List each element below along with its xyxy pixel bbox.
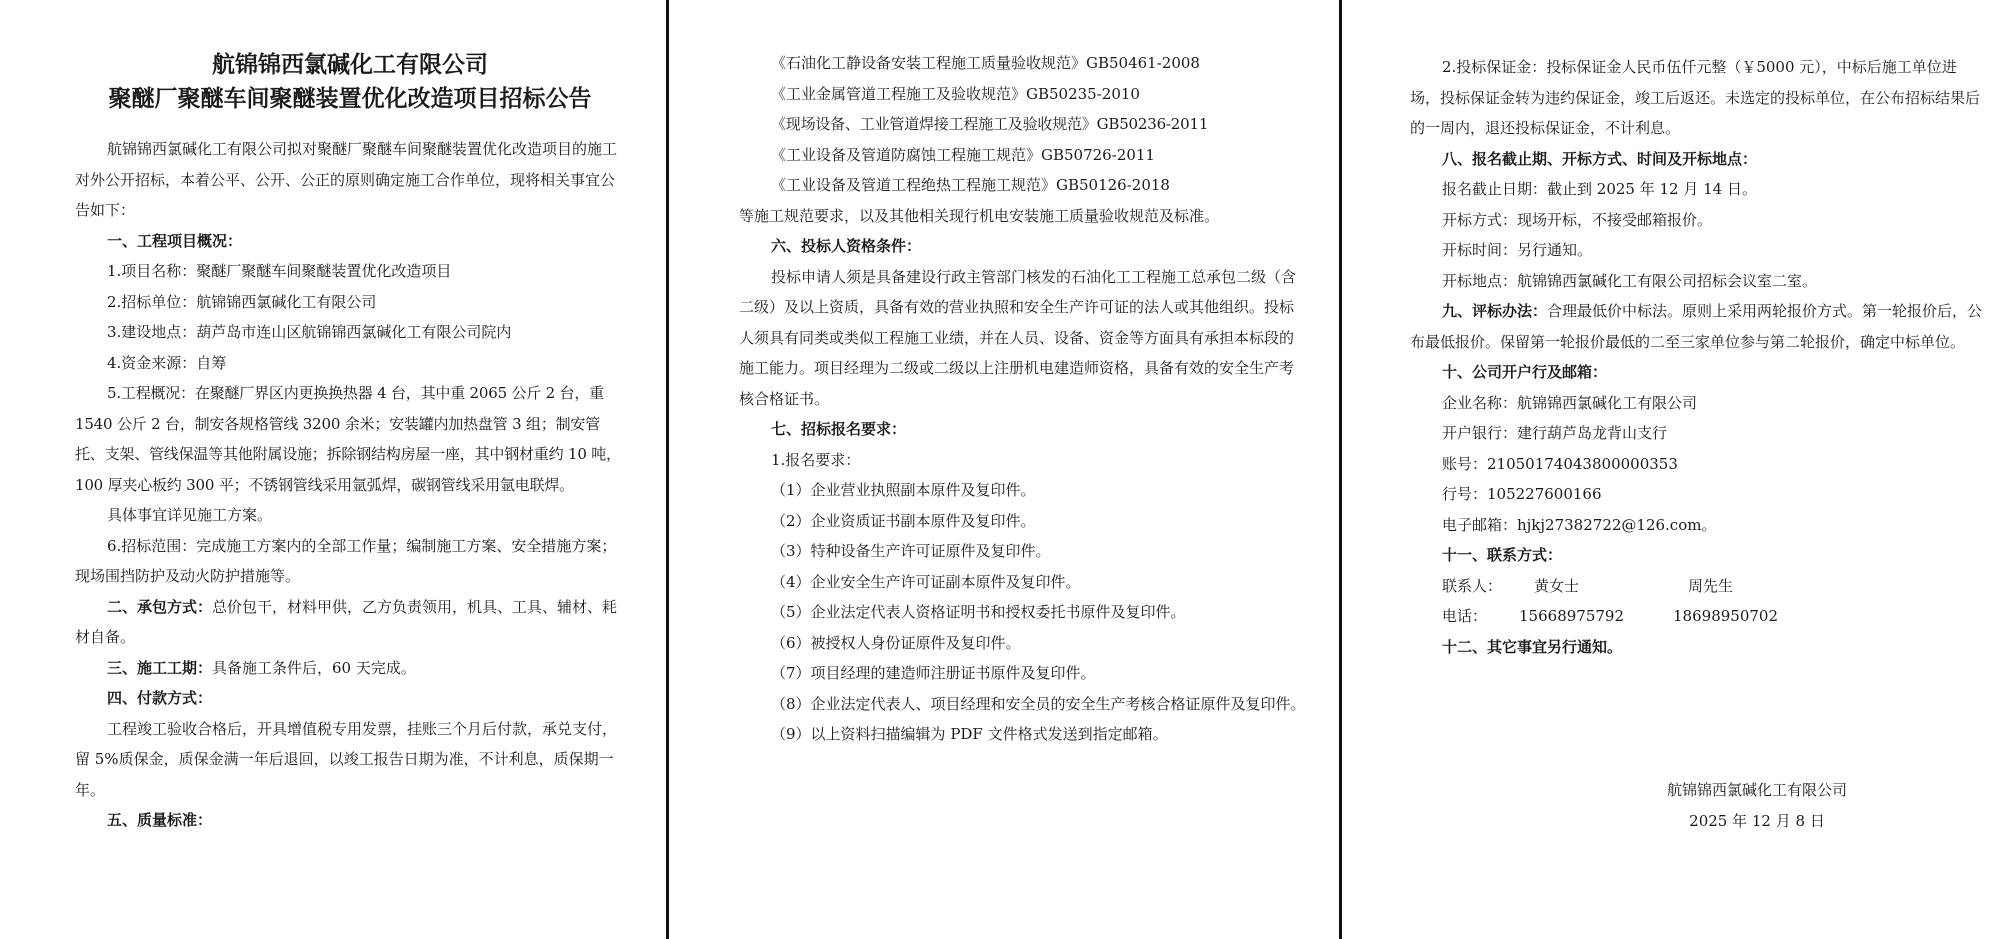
requirement-3: （3）特种设备生产许可证原件及复印件。 <box>771 542 1051 560</box>
registration-deadline: 报名截止日期：截止到 2025 年 12 月 14 日。 <box>1442 180 1757 198</box>
title-line-1: 航锦锦西氯碱化工有限公司 <box>212 51 488 78</box>
signature-date: 2025 年 12 月 8 日 <box>1689 811 1825 830</box>
bid-opening-place: 开标地点：航锦锦西氯碱化工有限公司招标会议室二室。 <box>1442 271 1818 290</box>
section-6-text: 投标申请人须是具备建设行政主管部门核发的石油化工工程施工总承包二级（含二级）及以上资质，具备有效的营业执照和安全生产许可证的法人或其他组织。投标人须具有同类或类似工程施工业绩，并在人员、设备、资金等方面具有承担本标段的施工能力。项目经理为二级或二级以上注册机电建造师资格，具备有效的安全生产考核合格证书。 <box>739 267 1297 408</box>
page-one <box>0 0 665 939</box>
section-4-heading: 四、付款方式： <box>107 689 213 707</box>
contact-people <box>1410 571 1986 602</box>
contact-label: 联系人： <box>1442 576 1503 595</box>
detail-note: 具体事宜详见施工方案。 <box>107 506 273 524</box>
section-3 <box>75 653 625 684</box>
bid-opening-time: 开标时间：另行通知。 <box>1442 241 1593 259</box>
section-11-heading: 十一、联系方式： <box>1442 546 1563 564</box>
section-1-heading: 一、工程项目概况： <box>107 231 243 250</box>
section-4-text: 工程竣工验收合格后，开具增值税专用发票，挂账三个月后付款，承兑支付，留 5%质保金，质保金满一年后退回，以竣工报告日期为准，不计利息，质保期一年。 <box>75 719 618 799</box>
contact-1-name: 黄女士 <box>1534 576 1580 595</box>
project-overview: 5.工程概况：在聚醚厂界区内更换换热器 4 台，其中重 2065 公斤 2 台，重 1540 公斤 2 台，制安各规格管线 3200 余米；安装罐内加热盘管 3 组；制安管托、支架、管线保温等其他附属设施；拆除钢结构房屋一座，其中钢材重约 10 吨，100 厚夹心板约 300 平；不锈钢管线采用氩弧焊，碳钢管线采用氩电联焊。 <box>75 384 621 494</box>
requirement-6: （6）被授权人身份证原件及复印件。 <box>771 633 1021 652</box>
account-number: 账号：21050174043800000353 <box>1442 454 1678 473</box>
section-2-label: 二、承包方式： <box>107 597 213 616</box>
section-12-heading: 十二、其它事宜另行通知。 <box>1442 637 1623 656</box>
construction-site: 3.建设地点：葫芦岛市连山区航锦锦西氯碱化工有限公司院内 <box>107 323 512 341</box>
requirement-1: （1）企业营业执照副本原件及复印件。 <box>771 481 1036 499</box>
standard-4: 《工业设备及管道防腐蚀工程施工规范》GB50726-2011 <box>771 145 1155 164</box>
contact-2-phone: 18698950702 <box>1673 607 1778 625</box>
section-9-label: 九、评标办法： <box>1442 302 1548 320</box>
section-7-sub: 1.报名要求： <box>771 450 861 469</box>
section-8-heading: 八、报名截止期、开标方式、时间及开标地点： <box>1442 149 1758 168</box>
company-name: 企业名称：航锦锦西氯碱化工有限公司 <box>1442 393 1698 412</box>
bid-deposit: 2.投标保证金：投标保证金人民币伍仟元整（￥5000 元），中标后施工单位进场，投标保证金转为违约保证金，竣工后返还。未选定的投标单位，在公布招标结果后的一周内，退还投标保证金，不计利息。 <box>1410 58 1981 137</box>
requirement-7: （7）项目经理的建造师注册证书原件及复印件。 <box>771 664 1096 682</box>
section-9-text: 合理最低价中标法。原则上采用两轮报价方式。第一轮报价后，公布最低报价。保留第一轮报价最低的二至三家单位参与第二轮报价，确定中标单位。 <box>1410 302 1983 351</box>
requirement-4: （4）企业安全生产许可证副本原件及复印件。 <box>771 572 1081 591</box>
section-3-text: 具备施工条件后，60 天完成。 <box>212 658 416 677</box>
fund-source: 4.资金来源：自筹 <box>107 353 227 372</box>
contact-2-name: 周先生 <box>1688 576 1734 595</box>
title-line-2: 聚醚厂聚醚车间聚醚装置优化改造项目招标公告 <box>108 85 592 112</box>
section-2 <box>75 592 625 653</box>
project-name: 1.项目名称：聚醚厂聚醚车间聚醚装置优化改造项目 <box>107 262 452 280</box>
requirement-8: （8）企业法定代表人、项目经理和安全员的安全生产考核合格证原件及复印件。 <box>771 694 1306 713</box>
bid-opening-method: 开标方式：现场开标，不接受邮箱报价。 <box>1442 210 1713 229</box>
contact-phones <box>1410 601 1986 632</box>
tender-unit: 2.招标单位：航锦锦西氯碱化工有限公司 <box>107 292 377 311</box>
standard-3: 《现场设备、工业管道焊接工程施工及验收规范》GB50236-2011 <box>771 115 1209 133</box>
section-9 <box>1410 296 1986 357</box>
phone-label: 电话： <box>1442 607 1488 625</box>
section-7-heading: 七、招标报名要求： <box>771 420 907 438</box>
signature-spacer <box>1410 662 1986 722</box>
email-address[interactable]: 电子邮箱：hjkj27382722@126.com。 <box>1442 515 1717 534</box>
section-3-label: 三、施工工期： <box>107 658 213 677</box>
page-three <box>1342 0 2000 939</box>
document-title <box>75 48 625 116</box>
bank-name: 开户银行：建行葫芦岛龙背山支行 <box>1442 424 1668 442</box>
signature-company: 航锦锦西氯碱化工有限公司 <box>1666 781 1847 799</box>
standard-2: 《工业金属管道工程施工及验收规范》GB50235-2010 <box>771 84 1140 103</box>
requirement-9: （9）以上资料扫描编辑为 PDF 文件格式发送到指定邮箱。 <box>771 725 1168 743</box>
contact-1-phone: 15668975792 <box>1519 607 1624 625</box>
tender-scope: 6.招标范围：完成施工方案内的全部工作量；编制施工方案、安全措施方案；现场围挡防护及动火防护措施等。 <box>75 536 617 585</box>
requirement-2: （2）企业资质证书副本原件及复印件。 <box>771 511 1036 530</box>
page-two <box>669 0 1338 939</box>
bank-number: 行号：105227600166 <box>1442 485 1602 503</box>
standard-1: 《石油化工静设备安装工程施工质量验收规范》GB50461-2008 <box>771 54 1200 72</box>
requirement-5: （5）企业法定代表人资格证明书和授权委托书原件及复印件。 <box>771 603 1186 621</box>
section-5-heading: 五、质量标准： <box>107 811 213 829</box>
section-6-heading: 六、投标人资格条件： <box>771 237 922 255</box>
intro-paragraph: 航锦锦西氯碱化工有限公司拟对聚醚厂聚醚车间聚醚装置优化改造项目的施工对外公开招标，本着公平、公开、公正的原则确定施工合作单位，现将相关事宜公告如下： <box>75 140 618 219</box>
standards-tail: 等施工规范要求，以及其他相关现行机电安装施工质量验收规范及标准。 <box>739 206 1220 225</box>
standard-5: 《工业设备及管道工程绝热工程施工规范》GB50126-2018 <box>771 176 1170 194</box>
section-10-heading: 十、公司开户行及邮箱： <box>1442 363 1608 381</box>
section-2-text: 总价包干，材料甲供，乙方负责领用，机具、工具、辅材、耗材自备。 <box>75 597 618 646</box>
signature-block <box>1632 775 1882 836</box>
